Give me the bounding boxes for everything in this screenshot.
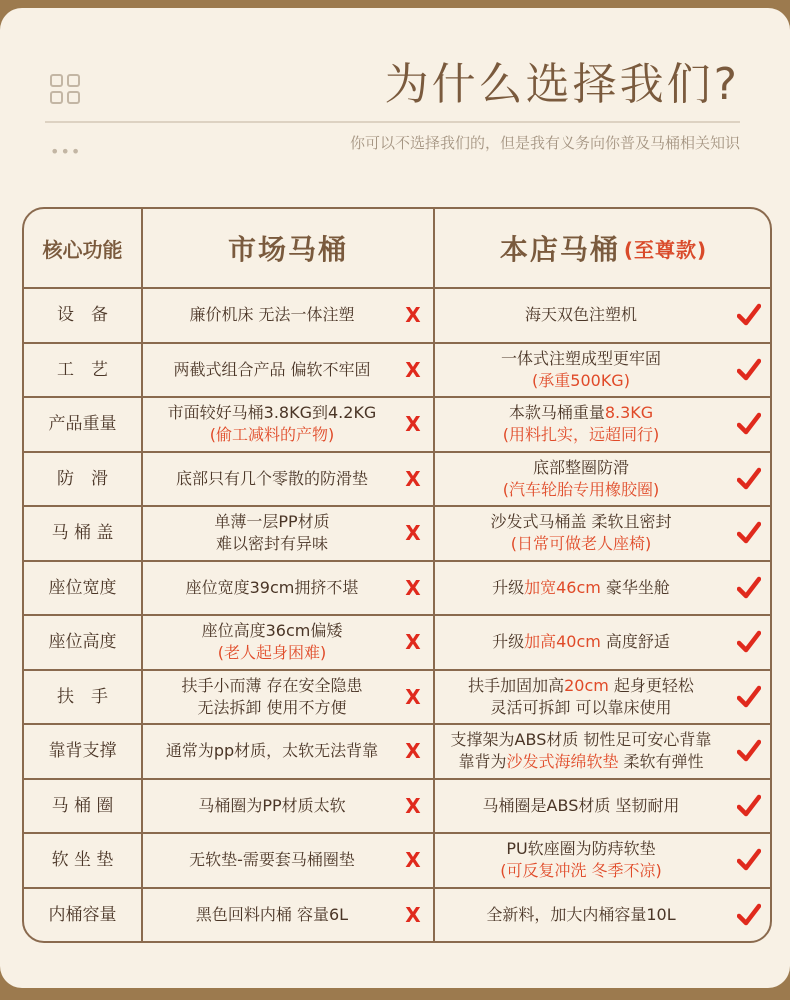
cross-icon: X	[405, 303, 421, 328]
market-line: 马桶圈为PP材质太软	[198, 795, 346, 815]
store-text: 豪华坐舱	[600, 577, 670, 597]
cross-icon: X	[405, 466, 421, 491]
header-store-tag: (至尊款)	[623, 237, 708, 262]
check-icon	[727, 780, 771, 833]
store-text: 高度舒适	[600, 632, 670, 652]
market-description	[143, 453, 401, 506]
store-line	[458, 751, 703, 773]
store-description	[435, 562, 727, 615]
store-line	[492, 631, 670, 653]
market-line: 通常为pp材质，太软无法背靠	[165, 741, 379, 761]
row-label: 内桶容量	[48, 904, 117, 925]
store-description	[435, 780, 727, 833]
store-highlight: (日常可做老人座椅)	[510, 534, 652, 554]
comparison-table	[22, 207, 772, 943]
store-text: 一体式注塑成型更牢固	[500, 348, 661, 368]
table-row	[24, 289, 770, 342]
header-core-function: 核心功能	[42, 237, 123, 262]
row-label: 工 艺	[57, 359, 108, 380]
market-description	[143, 725, 401, 778]
store-highlight: (承重500KG)	[532, 370, 630, 390]
table-row	[24, 780, 770, 833]
table-row	[24, 453, 770, 506]
check-icon	[727, 616, 771, 669]
store-line	[501, 348, 661, 370]
row-label: 马 桶 圈	[51, 795, 114, 816]
dots-icon: •••	[50, 142, 82, 161]
market-description	[143, 671, 401, 724]
store-description	[435, 616, 727, 669]
market-description	[143, 507, 401, 560]
store-text: 本款马桶重量	[508, 403, 605, 423]
header-store-label: 本店马桶	[499, 233, 620, 266]
row-label: 软 坐 垫	[51, 850, 114, 871]
store-line	[533, 457, 629, 479]
table-row	[24, 507, 770, 560]
row-label: 扶 手	[57, 686, 108, 707]
table-row	[24, 889, 770, 942]
store-description	[435, 671, 727, 724]
store-line	[468, 675, 694, 697]
store-text: 升级	[492, 577, 525, 597]
check-icon	[727, 507, 771, 560]
store-text: 柔软有弹性	[618, 752, 704, 772]
store-description	[435, 398, 727, 451]
row-label: 靠背支撑	[48, 741, 117, 762]
table-row	[24, 344, 770, 397]
market-description	[143, 562, 401, 615]
cross-icon: X	[405, 848, 421, 873]
market-description	[143, 834, 401, 887]
cross-icon: X	[405, 357, 421, 382]
table-row	[24, 616, 770, 669]
store-line	[492, 577, 670, 599]
row-label: 座位宽度	[48, 577, 117, 598]
check-icon	[727, 725, 771, 778]
market-line: (老人起身困难)	[217, 643, 327, 663]
market-line: 黑色回料内桶 容量6L	[195, 904, 349, 924]
market-description	[143, 344, 401, 397]
store-line	[525, 304, 637, 326]
check-icon	[727, 453, 771, 506]
cross-icon: X	[405, 521, 421, 546]
market-line: 座位高度36cm偏矮	[201, 621, 343, 641]
check-icon	[727, 562, 771, 615]
row-label: 座位高度	[48, 632, 117, 653]
market-line: 单薄一层PP材质	[214, 512, 330, 532]
market-line: 无法拆卸 使用不方便	[197, 697, 347, 717]
store-highlight: (汽车轮胎专用橡胶圈)	[502, 479, 660, 499]
store-description	[435, 507, 727, 560]
store-highlight: (用料扎实，远超同行)	[502, 425, 660, 445]
store-text: 扶手加固加高	[468, 675, 565, 695]
page-title: 为什么选择我们?	[384, 59, 740, 110]
store-highlight: 加宽46cm	[524, 577, 601, 597]
store-text: 海天双色注塑机	[524, 305, 637, 325]
check-icon	[727, 398, 771, 451]
store-text: 升级	[492, 632, 525, 652]
market-description	[143, 616, 401, 669]
row-label: 产品重量	[48, 414, 117, 435]
store-description	[435, 453, 727, 506]
market-line: 市面较好马桶3.8KG到4.2KG	[167, 403, 377, 423]
market-description	[143, 780, 401, 833]
store-line	[490, 697, 671, 719]
cross-icon: X	[405, 793, 421, 818]
table-row	[24, 398, 770, 451]
store-line	[486, 904, 675, 926]
check-icon	[727, 889, 771, 942]
store-highlight: 沙发式海绵软垫	[506, 752, 619, 772]
cross-icon: X	[405, 630, 421, 655]
store-text: 底部整圈防滑	[532, 457, 629, 477]
store-text: 灵活可拆卸 可以靠床使用	[490, 697, 672, 717]
store-description	[435, 834, 727, 887]
check-icon	[727, 834, 771, 887]
market-line: 难以密封有异味	[215, 534, 328, 554]
store-text: 靠背为	[458, 752, 507, 772]
store-line	[451, 729, 712, 751]
page-subtitle: 你可以不选择我们的，但是我有义务向你普及马桶相关知识	[349, 134, 740, 152]
table-row	[24, 671, 770, 724]
row-label: 防 滑	[57, 468, 108, 489]
row-label: 马 桶 盖	[51, 523, 114, 544]
check-icon	[727, 671, 771, 724]
check-icon	[727, 344, 771, 397]
cross-icon: X	[405, 739, 421, 764]
header-market-toilet: 市场马桶	[227, 233, 348, 266]
store-text: 全新料，加大内桶容量10L	[486, 904, 676, 924]
store-highlight: (可反复冲洗 冬季不凉)	[500, 861, 662, 881]
store-line	[483, 795, 680, 817]
store-description	[435, 725, 727, 778]
market-line: 两截式组合产品 偏软不牢固	[173, 359, 371, 379]
store-line	[532, 370, 630, 392]
cross-icon: X	[405, 902, 421, 927]
market-line: 扶手小而薄 存在安全隐患	[181, 675, 363, 695]
store-line	[503, 479, 660, 501]
store-highlight: 20cm	[564, 675, 609, 695]
market-line: 廉价机床 无法一体注塑	[189, 305, 355, 325]
table-row	[24, 834, 770, 887]
market-line: 座位宽度39cm拥挤不堪	[185, 577, 359, 597]
store-highlight: 8.3KG	[604, 403, 654, 423]
table-row	[24, 725, 770, 778]
cross-icon: X	[405, 684, 421, 709]
content-card	[0, 8, 790, 988]
cross-icon: X	[405, 575, 421, 600]
market-description	[143, 398, 401, 451]
market-line: 底部只有几个零散的防滑垫	[175, 468, 368, 488]
market-description	[143, 289, 401, 342]
store-description	[435, 889, 727, 942]
market-line: 无软垫-需要套马桶圈垫	[189, 850, 355, 870]
store-line	[506, 838, 655, 860]
store-line	[511, 533, 652, 555]
store-text: 支撑架为ABS材质 韧性足可安心背靠	[450, 730, 712, 750]
store-text: 马桶圈是ABS材质 坚韧耐用	[482, 795, 680, 815]
store-description	[435, 344, 727, 397]
store-text: 起身更轻松	[608, 675, 694, 695]
store-description	[435, 289, 727, 342]
store-line	[503, 424, 660, 446]
market-description	[143, 889, 401, 942]
store-line	[500, 860, 662, 882]
store-highlight: 加高40cm	[524, 632, 601, 652]
store-line	[509, 402, 653, 424]
cross-icon: X	[405, 412, 421, 437]
table-row	[24, 562, 770, 615]
header-store-toilet	[435, 209, 772, 287]
market-line: (偷工减料的产物)	[209, 425, 335, 445]
store-text: 沙发式马桶盖 柔软且密封	[490, 512, 672, 532]
title-divider	[45, 121, 740, 123]
store-text: PU软座圈为防痔软垫	[506, 839, 656, 859]
store-line	[490, 511, 671, 533]
row-label: 设 备	[57, 305, 108, 326]
check-icon	[727, 289, 771, 342]
